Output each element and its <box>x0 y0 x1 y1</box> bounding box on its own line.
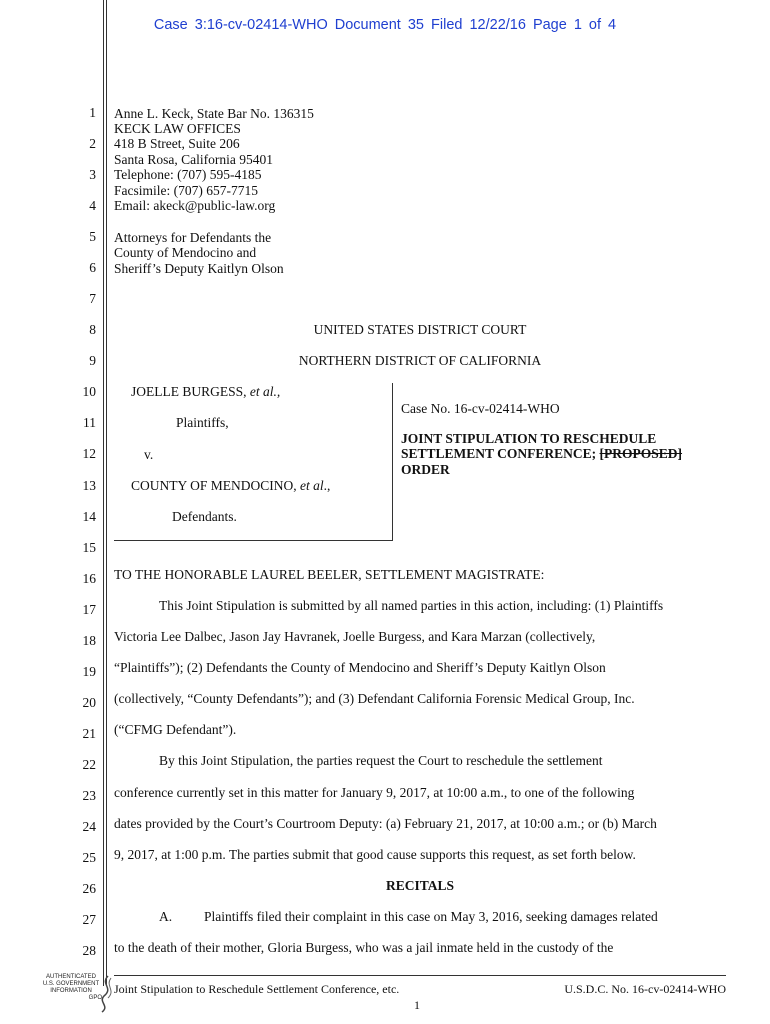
document-title-line-2 <box>401 446 682 462</box>
recitals-heading: RECITALS <box>385 878 455 893</box>
line-number: 26 <box>82 881 96 896</box>
line-number: 10 <box>82 384 96 399</box>
counsel-telephone: Telephone: (707) 595-4185 <box>114 167 262 182</box>
salutation: TO THE HONORABLE LAUREL BEELER, SETTLEMENT MAGISTRATE: <box>114 567 545 582</box>
versus: v. <box>144 447 154 462</box>
paragraph-line: (collectively, “County Defendants”); and (3) Defendant California Forensic Medical Group, Inc. <box>114 691 635 706</box>
line-number: 13 <box>82 478 96 493</box>
line-number: 25 <box>82 850 96 865</box>
ecf-header: Case 3:16-cv-02414-WHO Document 35 Filed 12/22/16 Page 1 of 4 <box>153 17 617 33</box>
line-number: 6 <box>89 260 96 275</box>
counsel-email: Email: akeck@public-law.org <box>114 198 276 213</box>
line-number: 19 <box>82 664 96 679</box>
line-number: 24 <box>82 819 96 834</box>
footer-rule <box>114 975 726 976</box>
counsel-name: Anne L. Keck, State Bar No. 136315 <box>114 106 314 121</box>
line-number: 1 <box>89 105 96 120</box>
line-number: 5 <box>89 229 96 244</box>
counsel-street: 418 B Street, Suite 206 <box>114 136 240 151</box>
paragraph-line: 9, 2017, at 1:00 p.m. The parties submit that good cause supports this request, as set forth below. <box>114 847 636 862</box>
line-number: 18 <box>82 633 96 648</box>
line-number: 3 <box>89 167 96 182</box>
line-number: 17 <box>82 602 96 617</box>
paragraph-line: conference currently set in this matter for January 9, 2017, at 10:00 a.m., to one of the following <box>114 785 635 800</box>
document-title-line-3: ORDER <box>401 462 450 477</box>
line-number: 9 <box>89 353 96 368</box>
attorneys-for-line: County of Mendocino and <box>114 245 257 260</box>
eagle-logo-icon <box>96 974 118 1014</box>
paragraph-line: “Plaintiffs”); (2) Defendants the County of Mendocino and Sheriff’s Deputy Kaitlyn Olson <box>114 660 606 675</box>
plaintiff-name <box>131 384 280 400</box>
defendants-label: Defendants. <box>172 509 237 524</box>
case-number: Case No. 16-cv-02414-WHO <box>401 401 560 416</box>
line-number: 7 <box>89 291 96 306</box>
line-number: 21 <box>82 726 96 741</box>
line-number: 4 <box>89 198 96 213</box>
line-number: 14 <box>82 509 96 524</box>
defendant-et-al: et al <box>300 478 324 493</box>
court-district: NORTHERN DISTRICT OF CALIFORNIA <box>298 353 542 368</box>
line-number: 16 <box>82 571 96 586</box>
seal-text: GPO <box>88 995 102 1001</box>
line-number: 28 <box>82 943 96 958</box>
line-number: 8 <box>89 322 96 337</box>
gpo-authentication-seal <box>38 974 104 1016</box>
proposed-struck: [PROPOSED] <box>599 446 683 461</box>
line-number: 12 <box>82 446 96 461</box>
seal-text: U.S. GOVERNMENT <box>42 981 100 987</box>
defendant-name <box>131 478 330 494</box>
defendant-punct: ., <box>323 478 331 493</box>
plaintiff-name-text: JOELLE BURGESS, <box>131 384 247 399</box>
attorneys-for-line: Attorneys for Defendants the <box>114 230 272 245</box>
counsel-firm: KECK LAW OFFICES <box>114 121 241 136</box>
document-title-part: SETTLEMENT CONFERENCE; <box>401 446 600 461</box>
margin-rule-left-1 <box>103 0 104 986</box>
paragraph-line: Victoria Lee Dalbec, Jason Jay Havranek, Joelle Burgess, and Kara Marzan (collectively, <box>114 629 596 644</box>
margin-rule-left-2 <box>106 0 107 986</box>
document-title-line-1: JOINT STIPULATION TO RESCHEDULE <box>401 431 657 446</box>
line-number: 22 <box>82 757 96 772</box>
counsel-city: Santa Rosa, California 95401 <box>114 152 273 167</box>
seal-text: AUTHENTICATED <box>46 974 96 980</box>
recital-a-label: A. <box>159 909 173 924</box>
defendant-name-text: COUNTY OF MENDOCINO, <box>131 478 297 493</box>
line-number: 20 <box>82 695 96 710</box>
line-number: 15 <box>82 540 96 555</box>
seal-text: INFORMATION <box>50 988 92 994</box>
paragraph-line: By this Joint Stipulation, the parties request the Court to reschedule the settlement <box>159 753 603 768</box>
footer-right: U.S.D.C. No. 16-cv-02414-WHO <box>564 982 726 996</box>
line-number: 2 <box>89 136 96 151</box>
line-number: 27 <box>82 912 96 927</box>
page-number: 1 <box>414 998 420 1012</box>
court-name: UNITED STATES DISTRICT COURT <box>313 322 527 337</box>
line-number: 11 <box>83 415 96 430</box>
paragraph-line: Plaintiffs filed their complaint in this case on May 3, 2016, seeking damages related <box>204 909 658 924</box>
caption-box <box>114 383 393 541</box>
paragraph-line: to the death of their mother, Gloria Burgess, who was a jail inmate held in the custody of the <box>114 940 614 955</box>
attorneys-for-line: Sheriff’s Deputy Kaitlyn Olson <box>114 261 284 276</box>
plaintiff-et-al: et al., <box>249 384 281 399</box>
paragraph-line: (“CFMG Defendant”). <box>114 722 237 737</box>
plaintiffs-label: Plaintiffs, <box>176 415 229 430</box>
paragraph-line: This Joint Stipulation is submitted by all named parties in this action, including: (1) Plaintiffs <box>159 598 664 613</box>
counsel-facsimile: Facsimile: (707) 657-7715 <box>114 183 258 198</box>
paragraph-line: dates provided by the Court’s Courtroom Deputy: (a) February 21, 2017, at 10:00 a.m.; or (b) March <box>114 816 657 831</box>
footer-left: Joint Stipulation to Reschedule Settlement Conference, etc. <box>114 982 400 996</box>
line-number: 23 <box>82 788 96 803</box>
